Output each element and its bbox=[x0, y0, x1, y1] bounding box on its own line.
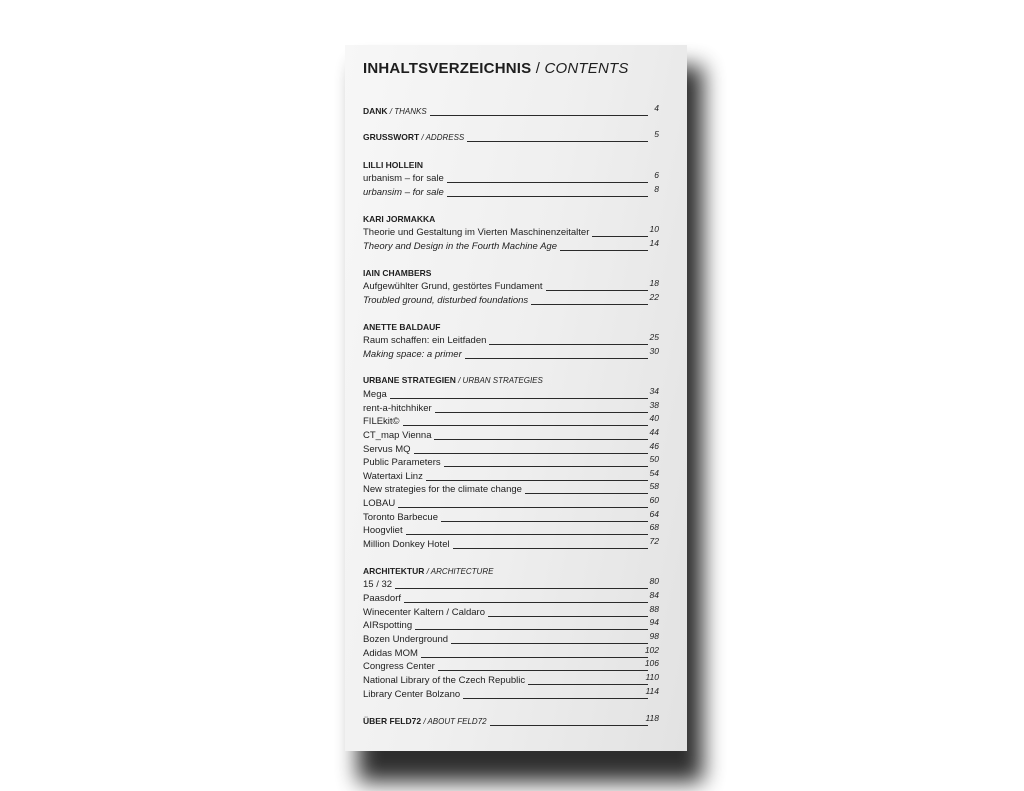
page-number: 38 bbox=[649, 400, 659, 410]
toc-entry bbox=[363, 536, 659, 550]
page-number: 58 bbox=[649, 481, 659, 491]
entry-title: Troubled ground, disturbed foundations bbox=[363, 295, 529, 306]
section-title-de: ARCHITEKTUR bbox=[363, 566, 425, 576]
page-number: 106 bbox=[644, 658, 659, 668]
section-title-en: ARCHITECTURE bbox=[430, 567, 494, 576]
page-number: 68 bbox=[649, 522, 659, 532]
leader-line bbox=[525, 493, 648, 494]
leader-line bbox=[390, 398, 648, 399]
page-number: 60 bbox=[649, 495, 659, 505]
section-title-en: URBAN STRATEGIES bbox=[462, 376, 543, 385]
toc-entry bbox=[363, 292, 659, 306]
contents-page bbox=[345, 45, 687, 751]
entry-title: Million Donkey Hotel bbox=[363, 539, 450, 550]
author-name: KARI JORMAKKA bbox=[363, 214, 436, 224]
section-title bbox=[363, 716, 487, 727]
leader-line bbox=[403, 425, 648, 426]
author-heading bbox=[363, 156, 648, 170]
leader-line bbox=[447, 196, 648, 197]
page-number: 84 bbox=[649, 590, 659, 600]
page-number: 8 bbox=[654, 184, 659, 194]
section-title bbox=[363, 106, 427, 117]
entry-title: Paasdorf bbox=[363, 593, 402, 604]
leader-line bbox=[528, 684, 648, 685]
author-name: IAIN CHAMBERS bbox=[363, 268, 432, 278]
toc-entry bbox=[363, 427, 659, 441]
toc-entry bbox=[363, 400, 659, 414]
toc-entry bbox=[363, 645, 659, 659]
author-heading bbox=[363, 264, 648, 278]
toc-entry bbox=[363, 686, 659, 700]
page-number: 30 bbox=[649, 346, 659, 356]
page-title bbox=[363, 60, 629, 77]
entry-title: LOBAU bbox=[363, 498, 396, 509]
entry-title: Mega bbox=[363, 389, 387, 400]
toc-entry bbox=[363, 184, 659, 198]
entry-title: urbansim – for sale bbox=[363, 187, 444, 198]
section-title-de: GRUSSWORT bbox=[363, 132, 420, 142]
leader-line bbox=[531, 304, 648, 305]
section-title bbox=[363, 132, 464, 143]
leader-line bbox=[438, 670, 648, 671]
toc-entry bbox=[363, 672, 659, 686]
entry-title: FILEkit© bbox=[363, 416, 400, 427]
entry-title: Servus MQ bbox=[363, 444, 411, 455]
section-heading bbox=[363, 563, 648, 577]
section-title-en: THANKS bbox=[394, 107, 427, 116]
entry-title: New strategies for the climate change bbox=[363, 484, 522, 495]
page-number: 6 bbox=[654, 170, 659, 180]
section-title-separator: / bbox=[419, 133, 426, 142]
page-number: 10 bbox=[649, 224, 659, 234]
leader-line bbox=[447, 182, 648, 183]
page-number: 54 bbox=[649, 468, 659, 478]
page-number: 25 bbox=[649, 332, 659, 342]
entry-title: Theory and Design in the Fourth Machine Age bbox=[363, 241, 557, 252]
section-title-en: ADDRESS bbox=[425, 133, 465, 142]
section-title bbox=[363, 375, 543, 386]
leader-line bbox=[546, 290, 648, 291]
entry-title: AIRspotting bbox=[363, 620, 413, 631]
toc-entry bbox=[363, 509, 659, 523]
section-heading bbox=[363, 103, 659, 117]
toc-entry bbox=[363, 590, 659, 604]
section-title-separator: / bbox=[421, 717, 428, 726]
page-number: 18 bbox=[649, 278, 659, 288]
page-number: 22 bbox=[649, 292, 659, 302]
entry-title: Public Parameters bbox=[363, 457, 441, 468]
leader-line bbox=[467, 141, 648, 142]
page-number: 34 bbox=[649, 386, 659, 396]
entry-title: 15 / 32 bbox=[363, 579, 393, 590]
leader-line bbox=[434, 439, 648, 440]
page-number: 102 bbox=[644, 645, 659, 655]
entry-title: Bozen Underground bbox=[363, 634, 449, 645]
leader-line bbox=[398, 507, 648, 508]
toc-entry bbox=[363, 278, 659, 292]
page-number: 94 bbox=[649, 617, 659, 627]
entry-title: Congress Center bbox=[363, 661, 435, 672]
author-heading bbox=[363, 318, 648, 332]
leader-line bbox=[395, 588, 648, 589]
entry-title: CT_map Vienna bbox=[363, 430, 432, 441]
toc-entry bbox=[363, 576, 659, 590]
section-title-de: ÜBER FELD72 bbox=[363, 716, 422, 726]
page-number: 14 bbox=[649, 238, 659, 248]
leader-line bbox=[560, 250, 648, 251]
entry-title: Toronto Barbecue bbox=[363, 512, 438, 523]
toc-entry bbox=[363, 238, 659, 252]
toc-entry bbox=[363, 522, 659, 536]
leader-line bbox=[490, 725, 648, 726]
toc-entry bbox=[363, 481, 659, 495]
leader-line bbox=[444, 466, 648, 467]
page-number: 88 bbox=[649, 604, 659, 614]
leader-line bbox=[465, 358, 648, 359]
toc-entry bbox=[363, 441, 659, 455]
entry-title: Winecenter Kaltern / Caldaro bbox=[363, 607, 485, 618]
toc-entry bbox=[363, 468, 659, 482]
leader-line bbox=[451, 643, 648, 644]
entry-title: Library Center Bolzano bbox=[363, 689, 461, 700]
page-number: 64 bbox=[649, 509, 659, 519]
entry-title: Adidas MOM bbox=[363, 648, 418, 659]
author-heading bbox=[363, 210, 648, 224]
leader-line bbox=[592, 236, 648, 237]
entry-title: Aufgewühlter Grund, gestörtes Fundament bbox=[363, 281, 543, 292]
page-number: 40 bbox=[649, 413, 659, 423]
section-title-de: URBANE STRATEGIEN bbox=[363, 375, 456, 385]
page-number: 114 bbox=[645, 686, 659, 696]
toc-entry bbox=[363, 413, 659, 427]
leader-line bbox=[406, 534, 648, 535]
entry-title: Hoogvliet bbox=[363, 525, 403, 536]
section-heading bbox=[363, 713, 659, 727]
title-en: CONTENTS bbox=[544, 60, 629, 77]
page-number: 5 bbox=[654, 129, 659, 139]
author-name: ANETTE BALDAUF bbox=[363, 322, 441, 332]
leader-line bbox=[404, 602, 648, 603]
page-number: 50 bbox=[649, 454, 659, 464]
toc-entry bbox=[363, 658, 659, 672]
toc-entry bbox=[363, 604, 659, 618]
toc-entry bbox=[363, 224, 659, 238]
section-heading bbox=[363, 129, 659, 143]
section-title-separator: / bbox=[424, 567, 431, 576]
page-number: 118 bbox=[645, 713, 659, 723]
toc-entry bbox=[363, 332, 659, 346]
title-de: INHALTSVERZEICHNIS bbox=[363, 60, 532, 77]
page-number: 72 bbox=[649, 536, 659, 546]
page-number: 98 bbox=[649, 631, 659, 641]
toc-entry bbox=[363, 631, 659, 645]
toc-entry bbox=[363, 495, 659, 509]
page-number: 4 bbox=[654, 103, 659, 113]
page-number: 110 bbox=[645, 672, 659, 682]
leader-line bbox=[430, 115, 648, 116]
author-name: LILLI HOLLEIN bbox=[363, 160, 423, 170]
section-title-separator: / bbox=[455, 376, 463, 385]
entry-title: Watertaxi Linz bbox=[363, 471, 423, 482]
section-title-separator: / bbox=[387, 107, 395, 116]
toc-entry bbox=[363, 386, 659, 400]
page-number: 46 bbox=[649, 441, 659, 451]
entry-title: rent-a-hitchhiker bbox=[363, 403, 432, 414]
entry-title: National Library of the Czech Republic bbox=[363, 675, 526, 686]
section-heading bbox=[363, 372, 648, 386]
toc-entry bbox=[363, 617, 659, 631]
toc-entry bbox=[363, 346, 659, 360]
page-number: 44 bbox=[649, 427, 659, 437]
toc-entry bbox=[363, 454, 659, 468]
title-separator: / bbox=[531, 60, 545, 77]
page-number: 80 bbox=[649, 576, 659, 586]
entry-title: urbanism – for sale bbox=[363, 173, 444, 184]
leader-line bbox=[415, 629, 648, 630]
leader-line bbox=[489, 344, 648, 345]
section-title-en: ABOUT FELD72 bbox=[427, 717, 487, 726]
entry-title: Raum schaffen: ein Leitfaden bbox=[363, 335, 487, 346]
entry-title: Theorie und Gestaltung im Vierten Maschinenzeitalter bbox=[363, 227, 590, 238]
leader-line bbox=[453, 548, 648, 549]
leader-line bbox=[463, 698, 648, 699]
toc-entry bbox=[363, 170, 659, 184]
section-title-de: DANK bbox=[363, 106, 388, 116]
entry-title: Making space: a primer bbox=[363, 349, 462, 360]
